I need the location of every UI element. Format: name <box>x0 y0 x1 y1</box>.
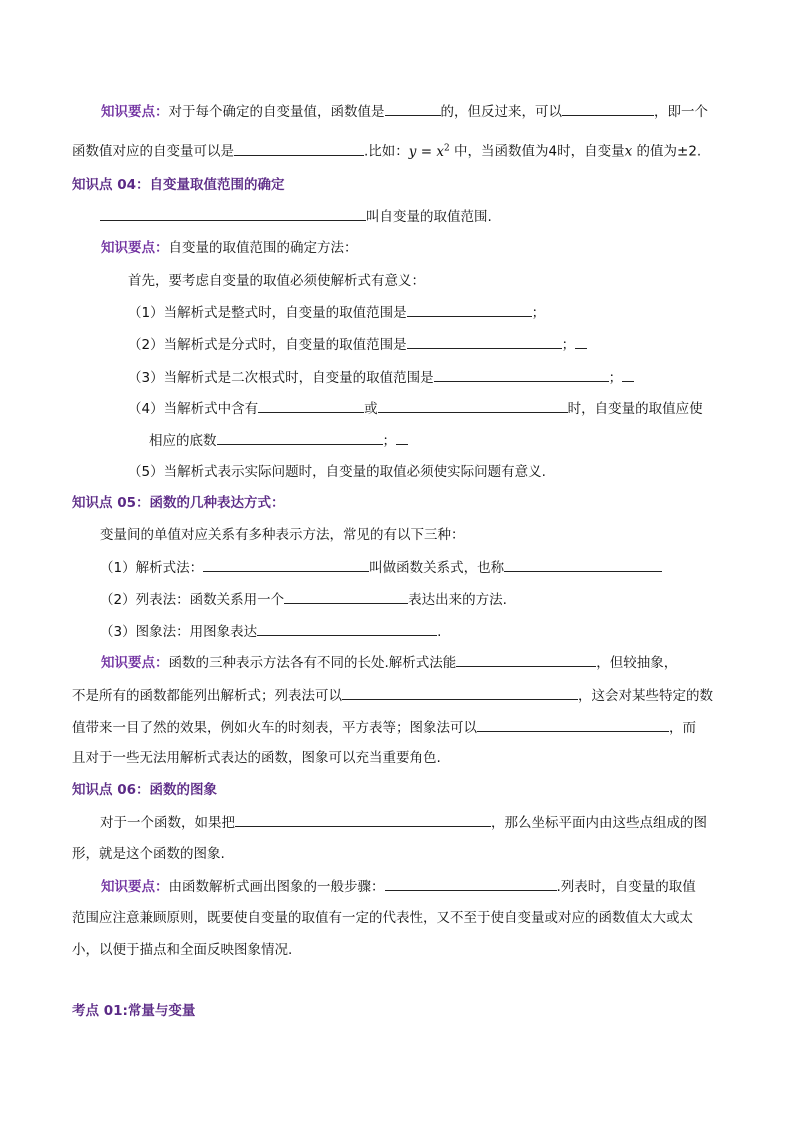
fill-blank <box>396 430 408 445</box>
text: 自变量的取值范围的确定方法： <box>168 240 358 256</box>
knowledge-label: 知识要点： <box>101 240 169 256</box>
text: 的值为±2. <box>632 143 702 160</box>
para-range-definition <box>100 206 492 227</box>
para-line-15: 小，以便于描点和全面反映图象情况. <box>72 942 293 958</box>
fill-blank <box>385 101 441 116</box>
fill-blank <box>575 334 587 349</box>
fill-blank <box>342 685 578 700</box>
text: .比如： <box>364 143 409 160</box>
fill-blank <box>407 302 532 317</box>
para-line-14: 范围应注意兼顾原则，既要使自变量的取值有一定的代表性，又不至于使自变量或对应的函数值太大或太 <box>72 910 693 926</box>
para-graph-def: 对于一个函数，如果把 ，那么坐标平面内由这些点组成的图 <box>100 812 707 833</box>
fill-blank <box>203 557 369 572</box>
para-first: 首先，要考虑自变量的取值必须使解析式有意义： <box>128 273 425 289</box>
variable-x: x <box>624 143 633 160</box>
list-item-5: （5）当解析式表示实际问题时，自变量的取值必须使实际问题有意义. <box>128 464 546 480</box>
fill-blank <box>257 621 437 636</box>
para-graph-def-cont: 形，就是这个函数的图象. <box>72 846 225 862</box>
heading-knowledge-04: 知识点 04：自变量取值范围的确定 <box>72 177 285 193</box>
fill-blank <box>407 334 562 349</box>
para-line-9: 值带来一目了然的效果，例如火车的时刻表，平方表等；图象法可以 ，而 <box>72 717 696 738</box>
fill-blank <box>100 206 366 221</box>
knowledge-label: 知识要点： <box>101 879 169 895</box>
fill-blank <box>217 430 383 445</box>
para-knowledge-point-3: 知识要点：函数的三种表示方法各有不同的长处.解析式法能 ，但较抽象， <box>101 652 677 673</box>
para-line-2 <box>72 138 701 162</box>
para-knowledge-point-2 <box>101 238 358 258</box>
method-3: （3）图象法：用图象表达 . <box>100 621 441 642</box>
heading-knowledge-05: 知识点 05：函数的几种表达方式： <box>72 495 285 511</box>
method-2: （2）列表法：函数关系用一个 表达出来的方法. <box>100 589 507 610</box>
list-item-2: （2）当解析式是分式时，自变量的取值范围是 ； <box>128 334 587 355</box>
text: 对于每个确定的自变量值，函数值是 <box>168 104 385 120</box>
fill-blank <box>562 101 654 116</box>
text: 函数值对应的自变量可以是 <box>72 143 234 160</box>
fill-blank <box>504 557 662 572</box>
heading-knowledge-06: 知识点 06：函数的图象 <box>72 782 217 798</box>
text: ，即一个 <box>654 104 708 120</box>
text: 中，当函数值为4时，自变量 <box>449 143 625 160</box>
fill-blank <box>234 141 364 156</box>
fill-blank <box>385 876 557 891</box>
list-item-3: （3）当解析式是二次根式时，自变量的取值范围是 ； <box>128 367 634 388</box>
list-item-4-cont: 相应的底数 ； <box>149 430 408 451</box>
fill-blank <box>258 398 364 413</box>
formula: $y = x^2$ <box>408 143 450 160</box>
para-line-10: 且对于一些无法用解析式表达的函数，图象可以充当重要角色. <box>72 750 441 766</box>
list-item-1: （1）当解析式是整式时，自变量的取值范围是 ； <box>128 302 545 323</box>
text: 的，但反过来，可以 <box>440 104 562 120</box>
para-knowledge-point-1 <box>101 101 708 122</box>
fill-blank <box>477 717 669 732</box>
para-line-8: 不是所有的函数都能列出解析式；列表法可以 ，这会对某些特定的数 <box>72 685 713 706</box>
fill-blank <box>235 812 491 827</box>
text: 叫自变量的取值范围. <box>366 209 492 225</box>
para-knowledge-point-4: 知识要点：由函数解析式画出图象的一般步骤： .列表时，自变量的取值 <box>101 876 696 897</box>
heading-exam-point-01: 考点 01:常量与变量 <box>72 1003 196 1019</box>
method-1: （1）解析式法： 叫做函数关系式，也称 <box>100 557 662 578</box>
fill-blank <box>434 367 609 382</box>
knowledge-label: 知识要点： <box>101 655 169 671</box>
fill-blank <box>456 652 596 667</box>
list-item-4: （4）当解析式中含有 或 时，自变量的取值应使 <box>128 398 703 419</box>
fill-blank <box>284 589 408 604</box>
fill-blank <box>622 367 634 382</box>
para-representation-intro: 变量间的单值对应关系有多种表示方法，常见的有以下三种： <box>100 527 465 543</box>
knowledge-label: 知识要点： <box>101 104 169 120</box>
fill-blank <box>378 398 568 413</box>
